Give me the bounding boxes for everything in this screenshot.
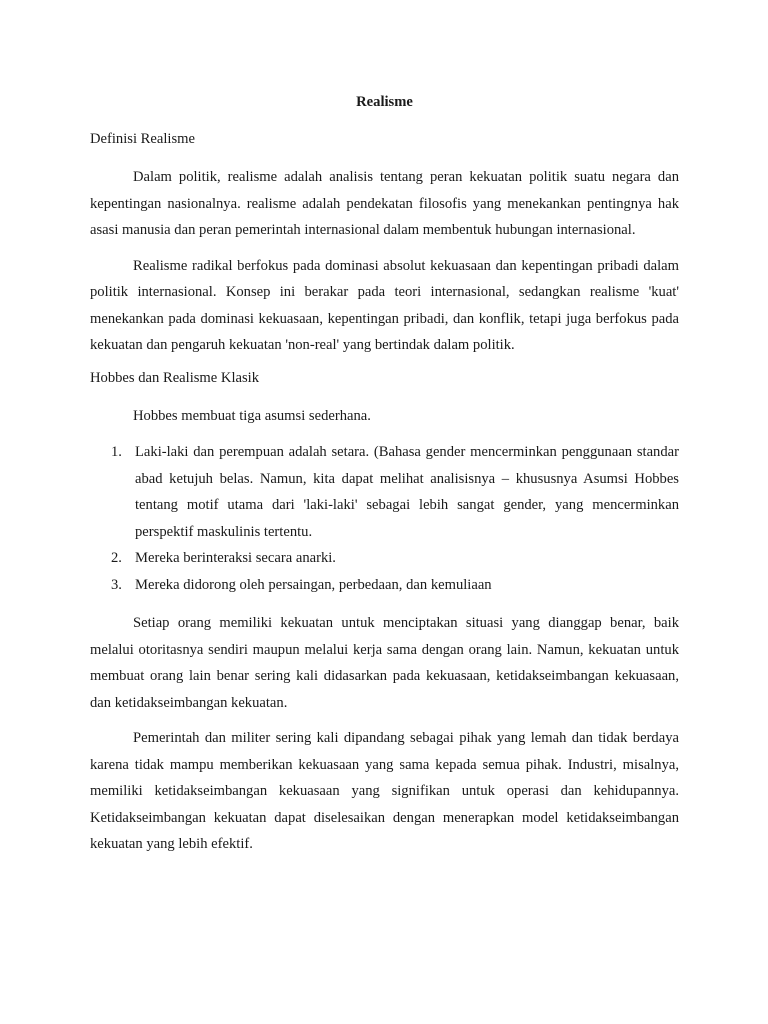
paragraph-hobbes-intro: Hobbes membuat tiga asumsi sederhana. (133, 407, 371, 424)
list-item-number: 3. (111, 576, 122, 593)
list-item-text: Laki-laki dan perempuan adalah setara. (Bahasa gender mencerminkan penggunaan standar abad ketujuh belas. Namun, kita dapat melihat analisisnya – khususnya Asumsi Hobbes tentang motif utama dari 'laki-laki' sebagai lebih sangat gender, yang mencerminkan perspektif maskulinis tertentu. (135, 444, 679, 540)
list-item-text: Mereka didorong oleh persaingan, perbedaan, dan kemuliaan (135, 576, 492, 593)
list-item-number: 2. (111, 550, 122, 566)
paragraph-definisi-1: Dalam politik, realisme adalah analisis tentang peran kekuatan politik suatu negara dan kepentingan nasionalnya. realisme adalah pendekatan filosofis yang menekankan pentingnya hak asasi manusia dan peran pemerintah internasional dalam membentuk hubungan internasional. (90, 169, 679, 238)
paragraph-definisi-2: Realisme radikal berfokus pada dominasi absolut kekuasaan dan kepentingan pribadi dalam politik internasional. Konsep ini berakar pada teori internasional, sedangkan realisme 'kuat' menekankan pada dominasi kekuasaan, kepentingan pribadi, dan konflik, tetapi juga berfokus pada kekuatan dan pengaruh kekuatan 'non-real' yang bertindak dalam politik. (90, 257, 679, 353)
list-item-number: 1. (111, 444, 122, 460)
list-item-text: Mereka berinteraksi secara anarki. (135, 550, 336, 566)
assumptions-list (90, 439, 679, 598)
list-item (90, 572, 679, 599)
document-title: Realisme (356, 94, 413, 110)
list-item (90, 439, 679, 545)
section-heading-definisi: Definisi Realisme (90, 131, 195, 147)
section-heading-hobbes: Hobbes dan Realisme Klasik (90, 369, 260, 386)
paragraph-pemerintah: Pemerintah dan militer sering kali dipandang sebagai pihak yang lemah dan tidak berdaya karena tidak mampu memberikan kekuasaan yang sama kepada semua pihak. Industri, misalnya, memiliki ketidakseimbangan kekuasaan yang signifikan untuk operasi dan kehidupannya. Ketidakseimbangan kekuatan dapat diselesaikan dengan menerapkan model ketidakseimbangan kekuatan yang lebih efektif. (90, 730, 679, 852)
list-item (90, 545, 679, 572)
paragraph-kekuatan: Setiap orang memiliki kekuatan untuk menciptakan situasi yang dianggap benar, baik melalui otoritasnya sendiri maupun melalui kerja sama dengan orang lain. Namun, kekuatan untuk membuat orang lain benar sering kali didasarkan pada kekuasaan, ketidakseimbangan kekuasaan, dan ketidakseimbangan kekuatan. (90, 615, 679, 711)
